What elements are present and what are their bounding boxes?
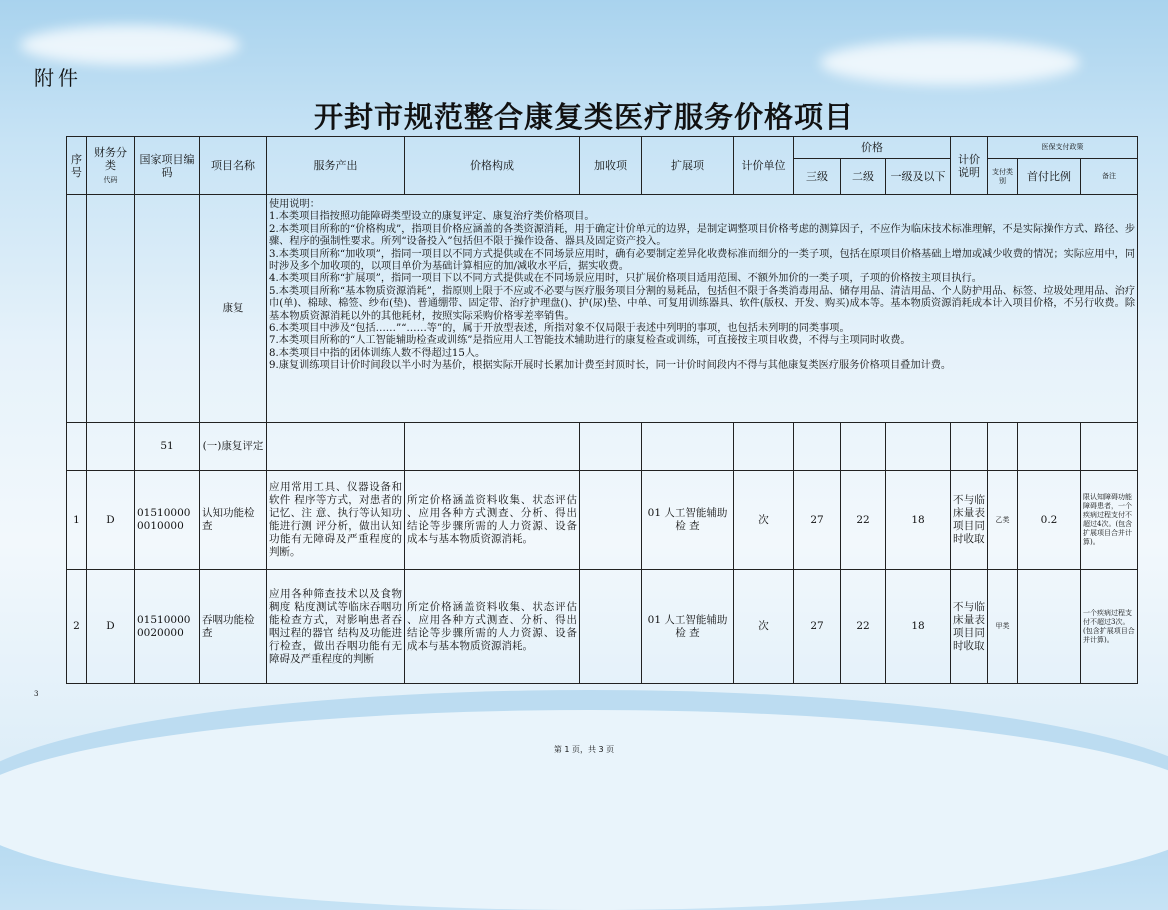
header-pricing-note: 计价说明 — [951, 137, 988, 195]
row-pay-type: 乙类 — [988, 471, 1018, 570]
note-line: 9.康复训练项目计价时间段以半小时为基价，根据实际开展时长累加计费至封顶时长，同一计价时间段内不得与其他康复类医疗服务价格项目叠加计费。 — [269, 360, 952, 372]
header-pay-type: 支付类别 — [988, 159, 1018, 195]
price-table — [66, 136, 1138, 684]
row-composition: 所定价格涵盖资料收集、状态评估 、应用各种方式测查、分析、得出 结论等步骤所需的人力资源、设备 成本与基本物质资源消耗。 — [405, 471, 580, 570]
note-line: 8.本类项目中指的团体训练人数不得超过15人。 — [269, 347, 486, 359]
row-price-level3: 27 — [794, 570, 841, 684]
row-surcharge — [580, 570, 642, 684]
note-line: 7.本类项目所称的“人工智能辅助检查或训练”是指应用人工智能技术辅助进行的康复检查或训练，可直接按主项目收费，不得与主项同时收费。 — [269, 335, 911, 347]
header-seq: 序号 — [67, 137, 87, 195]
header-level3: 三级 — [794, 159, 841, 195]
row-code: 015100000010000 — [135, 471, 200, 570]
note-line: 3.本类项目所称“加收项”，指同一项目以不同方式提供或在不同场景应用时，确有必要制定差异化收费标准而细分的一类子项，包括在原项目价格基础上增加或减少收费的情况；实际应用中，同 时涉及多个加收项的，以项目单价为基础计算相应的加/减收水平后，据实收费。 — [269, 248, 1136, 273]
header-finance — [87, 137, 135, 195]
row-price-level3: 27 — [794, 471, 841, 570]
row-composition: 所定价格涵盖资料收集、状态评估 、应用各种方式测查、分析、得出 结论等步骤所需的人力资源、设备 成本与基本物质资源消耗。 — [405, 570, 580, 684]
header-unit: 计价单位 — [734, 137, 794, 195]
row-remark: 限认知障碍功能障碍患者，一个疾病过程支付不超过4次。(包含扩展项目合并计算)。 — [1081, 471, 1138, 570]
category-name: 康复 — [200, 195, 267, 423]
header-surcharge: 加收项 — [580, 137, 642, 195]
background-cloud — [20, 25, 240, 65]
row-unit: 次 — [734, 570, 794, 684]
row-code: 015100000020000 — [135, 570, 200, 684]
row-seq: 2 — [67, 570, 87, 684]
note-line: 2.本类项目所称的“价格构成”，指项目价格应涵盖的各类资源消耗，用于确定计价单元的边界，是制定调整项目价格考虑的测算因子，不应作为临床技术标准理解，不是实际操作方式、路径、步 骤、程序的强制性要求。所列“设备投入”包括但不限于操作设备、器具及固定资产投入。 — [269, 223, 1136, 248]
header-first-ratio: 首付比例 — [1018, 159, 1081, 195]
usage-notes — [267, 195, 1138, 423]
table-row — [67, 570, 1138, 684]
corner-mark: 3 — [34, 690, 39, 698]
row-first-ratio — [1018, 570, 1081, 684]
row-extension: 01 人工智能辅助检 查 — [642, 570, 734, 684]
section-code: 51 — [135, 423, 200, 471]
row-price-level2: 22 — [841, 570, 886, 684]
note-line: 1.本类项目指按照功能障碍类型设立的康复评定、康复治疗类价格项目。 — [269, 211, 595, 223]
row-surcharge — [580, 471, 642, 570]
header-remark: 备注 — [1081, 159, 1138, 195]
header-output: 服务产出 — [267, 137, 405, 195]
row-first-ratio: 0.2 — [1018, 471, 1081, 570]
row-remark: 一个疾病过程支付不超过3次。(包含扩展项目合并计算)。 — [1081, 570, 1138, 684]
row-seq: 1 — [67, 471, 87, 570]
background-wave — [0, 710, 1168, 910]
row-pricing-note: 不与临床量表项目同时收取 — [951, 570, 988, 684]
header-insurance: 医保支付政策 — [988, 137, 1138, 159]
note-line: 6.本类项目中涉及“包括……”“……等”的，属于开放型表述，所指对象不仅局限于表述中列明的事项，也包括未列明的同类事项。 — [269, 323, 850, 335]
row-pricing-note: 不与临床量表项目同时收取 — [951, 471, 988, 570]
row-name: 吞咽功能检查 — [200, 570, 267, 684]
row-output: 应用常用工具、仪器设备和软件 程序等方式，对患者的记忆、注 意、执行等认知功能进行测 评分析，做出认知功能有无障碍及严重程度的判断。 — [267, 471, 405, 570]
row-output: 应用各种筛查技术以及食物稠度 粘度测试等临床吞咽功能检查方式，对影响患者吞咽过程的器官 结构及功能进行检查，做出吞咽功能有无障碍及严重程度的判断 — [267, 570, 405, 684]
row-extension: 01 人工智能辅助检 查 — [642, 471, 734, 570]
row-name: 认知功能检查 — [200, 471, 267, 570]
header-price: 价格 — [794, 137, 951, 159]
header-nat-code: 国家项目编码 — [135, 137, 200, 195]
row-price-level1: 18 — [886, 471, 951, 570]
attachment-label: 附件 — [34, 66, 82, 90]
note-line: 使用说明： — [269, 199, 320, 210]
header-finance-cat: 财务分类 — [94, 146, 127, 172]
header-composition: 价格构成 — [405, 137, 580, 195]
note-line: 5.本类项目所称“基本物质资源消耗”，指原则上限于不应或不必要与医疗服务项目分割的易耗品，包括但不限于各类消毒用品、储存用品、清洁用品、个人防护用品、标签、垃圾处理用品、治疗 巾(单)、棉球、棉签、纱布(垫)、普通绷带、固定带、治疗护理盘()、护(尿)垫、中单、可复用训练器具、软件(版权、开发、购买)成本等。基本物质资源消耗成本计入项目价格，不另行收费。除基本物质资源消耗以外的其他耗材，按照实际采购价格零差率销售。 — [269, 285, 1136, 322]
note-line: 4.本类项目所称“扩展项”，指同一项目下以不同方式提供或在不同场景应用时，只扩展价格项目适用范围、不额外加价的一类子项，子项的价格按主项目执行。 — [269, 273, 982, 285]
table-row — [67, 471, 1138, 570]
page-title: 开封市规范整合康复类医疗服务价格项目 — [313, 100, 854, 134]
header-finance-code: 代码 — [103, 176, 118, 184]
header-level2: 二级 — [841, 159, 886, 195]
row-price-level1: 18 — [886, 570, 951, 684]
page-footer: 第 1 页，共 3 页 — [553, 745, 615, 754]
row-finance: D — [87, 570, 135, 684]
row-unit: 次 — [734, 471, 794, 570]
header-level1: 一级及以下 — [886, 159, 951, 195]
background-cloud — [820, 40, 1080, 85]
row-finance: D — [87, 471, 135, 570]
row-price-level2: 22 — [841, 471, 886, 570]
row-pay-type: 甲类 — [988, 570, 1018, 684]
section-name: (一)康复评定 — [200, 423, 267, 471]
header-name: 项目名称 — [200, 137, 267, 195]
header-extension: 扩展项 — [642, 137, 734, 195]
